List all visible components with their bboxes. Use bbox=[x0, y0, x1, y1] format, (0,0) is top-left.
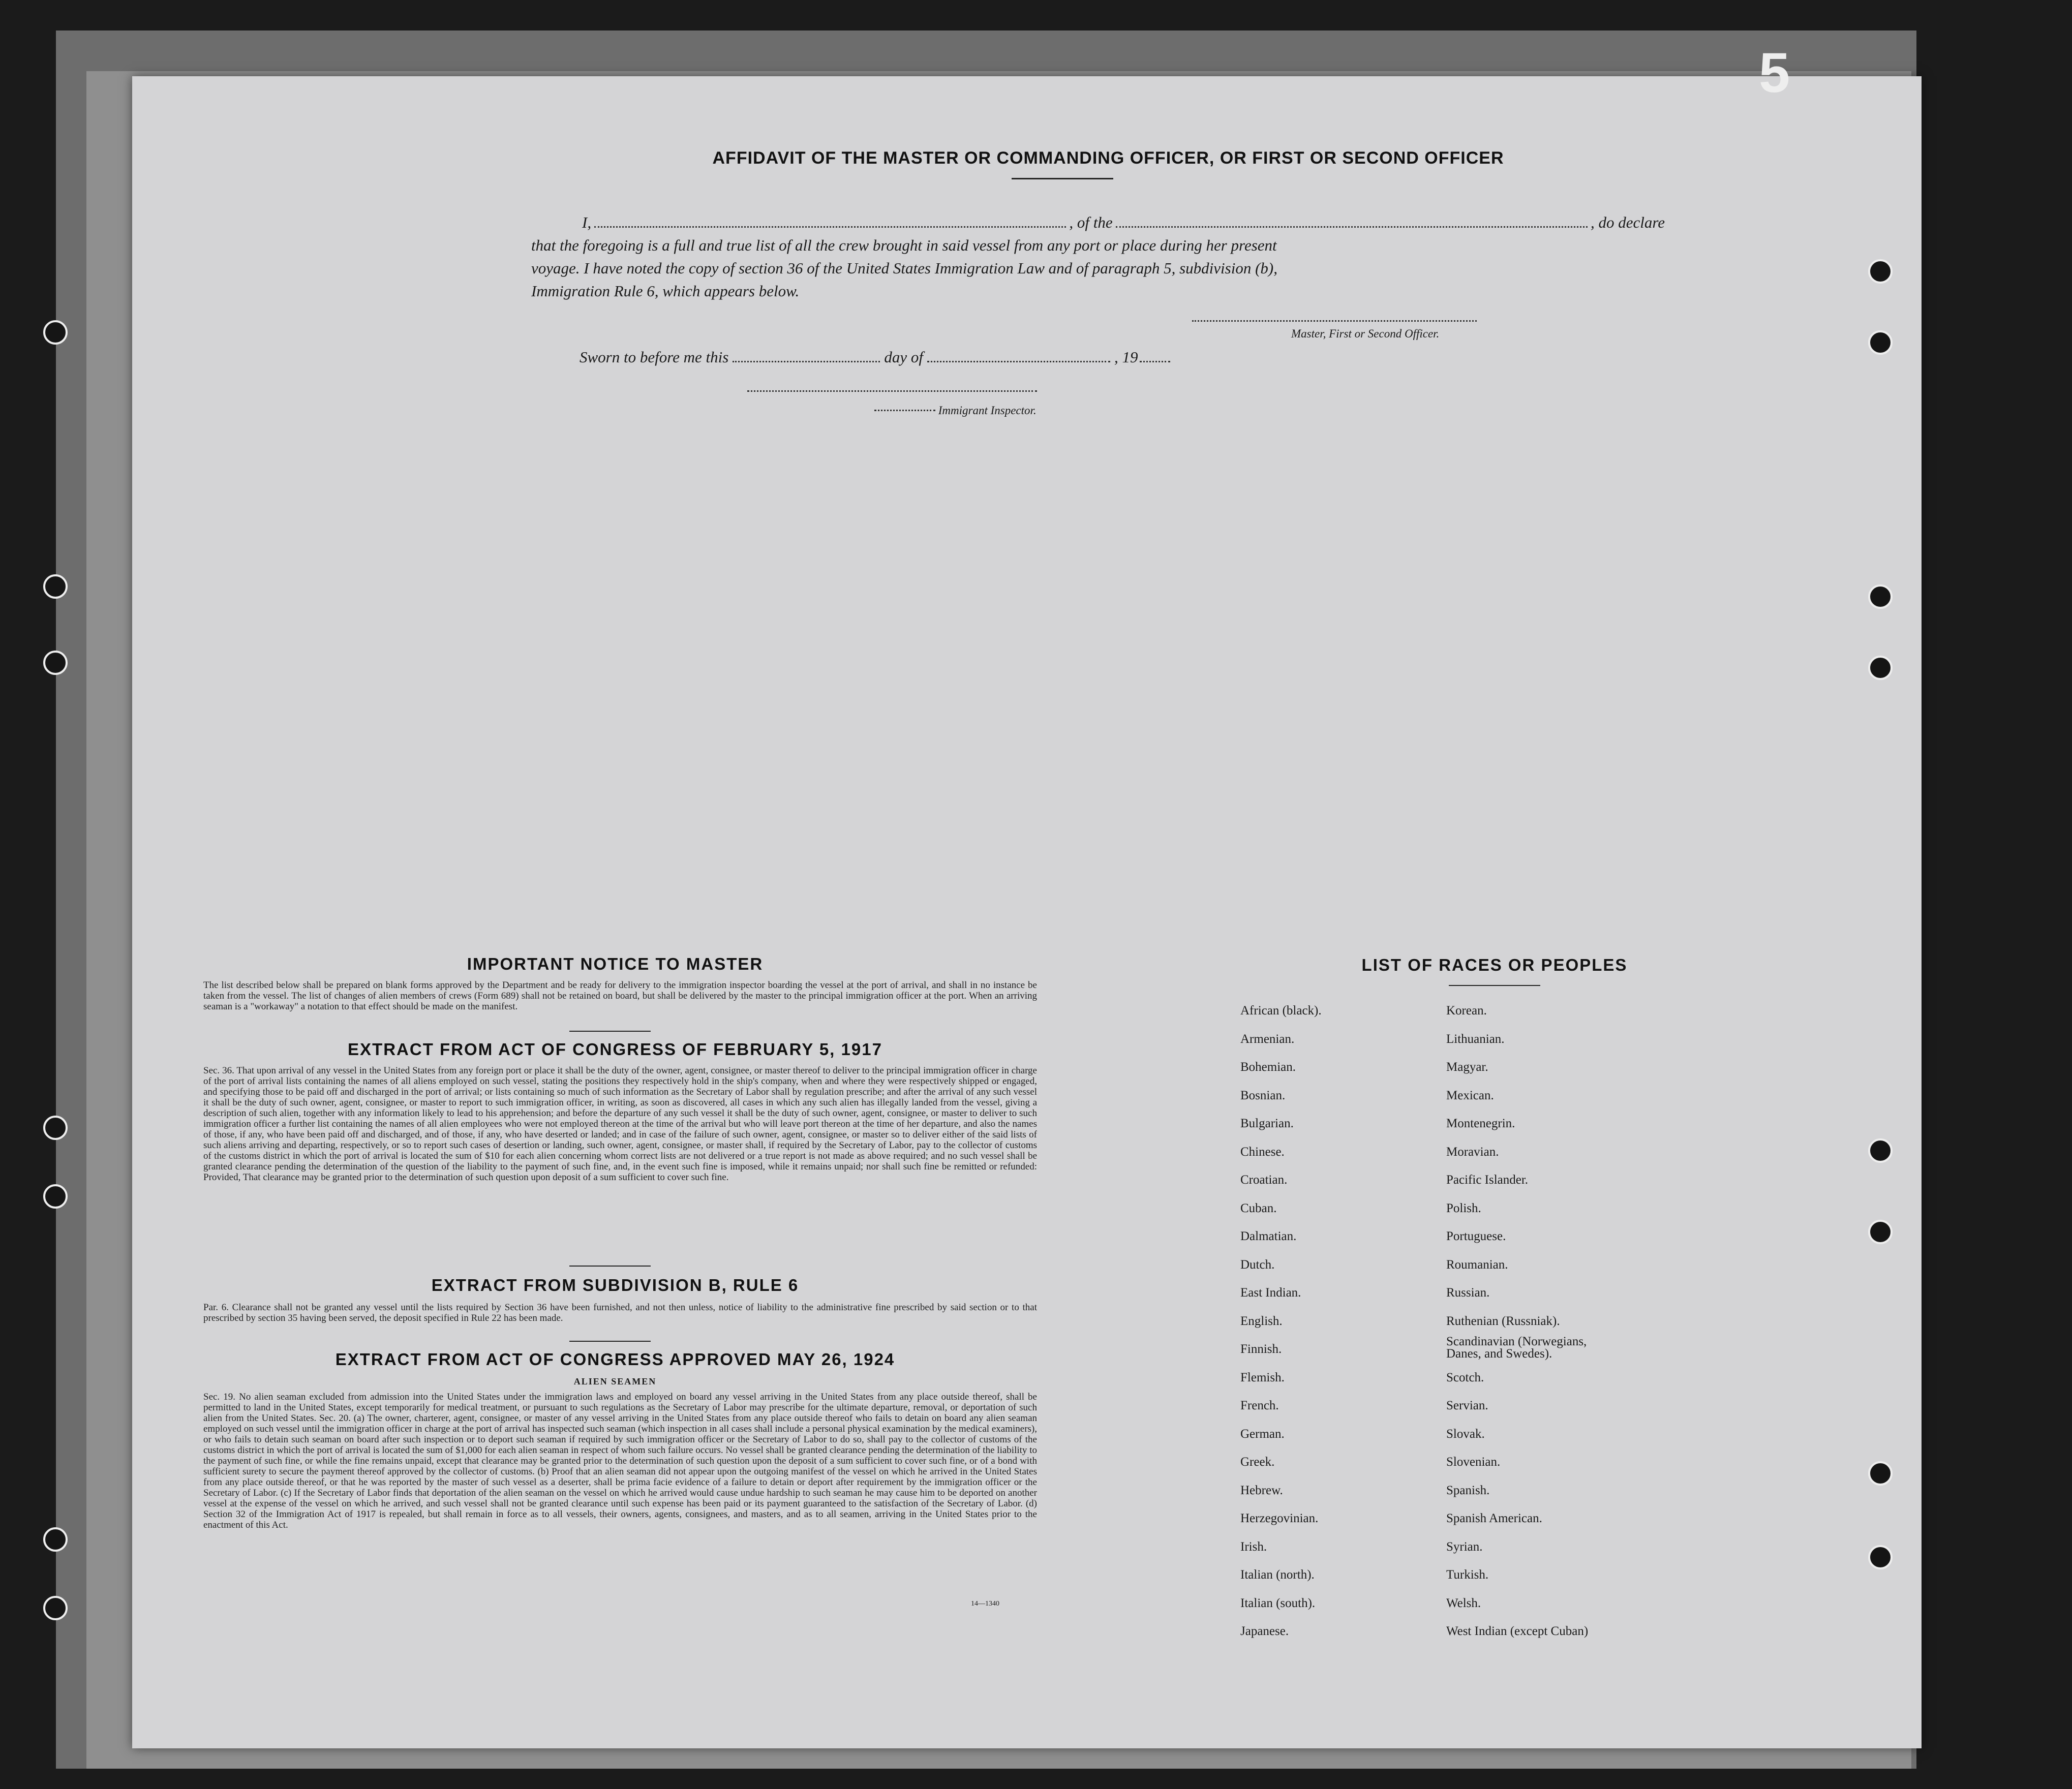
rule6-title: EXTRACT FROM SUBDIVISION B, RULE 6 bbox=[431, 1276, 799, 1294]
affidavit-line3: voyage. I have noted the copy of section 36 of the United States Immigration Law and of paragraph 5, subdivision (b), bbox=[531, 259, 1277, 277]
races-rule bbox=[1449, 985, 1540, 986]
punch-hole bbox=[1868, 1138, 1893, 1163]
day-of-label: day of bbox=[884, 348, 923, 366]
form-number: 14—1340 bbox=[971, 1600, 999, 1608]
race-item: Cuban. bbox=[1240, 1201, 1277, 1215]
race-item: Mexican. bbox=[1446, 1088, 1494, 1102]
inspector-prefix-dots bbox=[874, 410, 935, 411]
master-signature-field[interactable] bbox=[1192, 320, 1477, 322]
race-item: Ruthenian (Russniak). bbox=[1446, 1314, 1560, 1328]
punch-hole bbox=[1868, 584, 1893, 609]
affidavit-declare: , do declare bbox=[1590, 213, 1665, 231]
notice-body: The list described below shall be prepared on blank forms approved by the Department and be ready for delivery to the immigration inspector boarding the vessel at the port of arrival, and shall in no instance be taken from the vessel. The list of changes of alien members of crews (Form 689) shall not be retained on board, but shall be delivered by the master to the principal immigration officer at the port. When an arriving seaman is a "workaway" a notation to that effect should be made on the manifest. bbox=[203, 980, 1037, 1012]
race-item: Irish. bbox=[1240, 1539, 1267, 1554]
race-item: Scotch. bbox=[1446, 1370, 1484, 1384]
affidavit-i: I, bbox=[582, 213, 592, 231]
year-field[interactable] bbox=[1140, 361, 1170, 362]
race-item: East Indian. bbox=[1240, 1286, 1301, 1300]
punch-hole bbox=[43, 651, 68, 675]
punch-hole bbox=[1868, 1461, 1893, 1486]
race-item: Welsh. bbox=[1446, 1596, 1481, 1610]
race-item: Herzegovinian. bbox=[1240, 1512, 1319, 1525]
race-item: Scandinavian (Norwegians, Danes, and Swedes). bbox=[1446, 1335, 1587, 1361]
race-item: Spanish American. bbox=[1446, 1512, 1542, 1525]
race-item: Syrian. bbox=[1446, 1539, 1483, 1554]
race-item: West Indian (except Cuban) bbox=[1446, 1624, 1589, 1638]
race-item: Dutch. bbox=[1240, 1257, 1275, 1272]
month-field[interactable] bbox=[927, 361, 1110, 362]
extract-1924-body: Sec. 19. No alien seaman excluded from admission into the United States under the immigration laws and employed on board any vessel arriving in the United States from any place outside thereof, shall be permitted to land in the United States, except temporarily for medical treatment, or pursuant to such regulations as the Secretary of Labor may prescribe for the ultimate departure, removal, or deportation of such alien from the United States. Sec. 20. (a) The owner, charterer, agent, consignee, or master of any vessel arriving in the United States from any place outside thereof who fails to detain on board any alien seaman employed on such vessel until the immigration officer in charge at the port of arrival has inspected such seaman (which inspection in all cases shall include a personal physical examination by the medical examiners), or who fails to detain such seaman on board after such inspection or to deport such seaman if required by such immigration officer or the Secretary of Labor to do so, shall pay to the collector of customs of the customs district in which the port of arrival is located the sum of $1,000 for each alien seaman in respect of whom such failure occurs. No vessel shall be granted clearance pending the determination of the liability to the payment of such fine, or while the fine remains unpaid, except that clearance may be granted prior to the determination of such question upon the deposit of a sum sufficient to cover such fine, or of a bond with sufficient surety to secure the payment thereof approved by the collector of customs. (b) Proof that an alien seaman did not appear upon the outgoing manifest of the vessel on which he arrived in the United States from any place outside thereof, or that he was reported by the master of such vessel as a deserter, shall be prima facie evidence of a failure to detain or deport after requirement by the immigration officer or the Secretary of Labor. (c) If the Secretary of Labor finds that deportation of the alien seaman on the vessel on which he arrived would cause undue hardship to such seaman he may cause him to be deported on another vessel at the expense of the vessel on which he arrived, and such vessel shall not be granted clearance until such expense has been paid or its payment guaranteed to the satisfaction of the Secretary of Labor. (d) Section 32 of the Immigration Act of 1917 is repealed, but shall remain in force as to all vessels, their owners, agents, consignees, and masters, and as to all seamen, arriving in the United States prior to the enactment of this Act. bbox=[203, 1392, 1037, 1530]
race-item: Italian (south). bbox=[1240, 1596, 1316, 1610]
extract-1917-body: Sec. 36. That upon arrival of any vessel in the United States from any foreign port or place it shall be the duty of the owner, agent, consignee, or master thereof to deliver to the principal immigration officer in charge of the port of arrival lists containing the names of all aliens employed on such vessel, stating the positions they respectively hold in the ship's company, when and where they were respectively shipped or engaged, and specifying those to be paid off and discharged in the port of arrival; or lists containing so much of such information as the Secretary of Labor shall by regulation prescribe; and after the arrival of any such vessel it shall be the duty of such owner, agent, consignee, or master to report to such immigration officer, in writing, as soon as discovered, all cases in which any such alien has illegally landed from the vessel, giving a description of such alien, together with any information likely to lead to his apprehension; and before the departure of any such vessel it shall be the duty of such owner, agent, consignee, or master to deliver to such immigration officer a further list containing the names of all alien employees who were not employed thereon at the time of the arrival but who will leave port thereon at the time of her departure, and also the names of those, if any, who have been paid off and discharged, and of those, if any, who have deserted or landed; and in case of the failure of such owner, agent, consignee, or master so to deliver either of the said lists of such aliens arriving and departing, respectively, or so to report such cases of desertion or landing, such owner, agent, consignee, or master shall, if required by the Secretary of Labor, pay to the collector of customs of the customs district in which the port of arrival is located the sum of $10 for each alien concerning whom correct lists are not delivered or a true report is not made as above required; and no such vessel shall be granted clearance pending the determination of the question of the liability to the payment of such fine, and, in the event such fine is imposed, while it remains unpaid; nor shall such fine be remitted or refunded: Provided, That clearance may be granted prior to the determination of such question upon deposit of a sum sufficient to cover such fine. bbox=[203, 1065, 1037, 1183]
affidavit-line4: Immigration Rule 6, which appears below. bbox=[531, 282, 800, 300]
race-item: Polish. bbox=[1446, 1201, 1481, 1215]
race-item: Korean. bbox=[1446, 1004, 1487, 1017]
inspector-label bbox=[874, 404, 1037, 417]
race-item: Bohemian. bbox=[1240, 1060, 1296, 1074]
race-item: Armenian. bbox=[1240, 1032, 1295, 1046]
race-item: African (black). bbox=[1240, 1004, 1322, 1017]
race-item: Slovenian. bbox=[1446, 1455, 1501, 1469]
punch-hole bbox=[43, 320, 68, 345]
race-item: Slovak. bbox=[1446, 1427, 1485, 1441]
race-item: Japanese. bbox=[1240, 1624, 1289, 1638]
corner-page-number: 5 bbox=[1759, 42, 1790, 104]
document-page bbox=[132, 42, 1922, 1748]
affidavit-line1 bbox=[531, 211, 1665, 234]
race-item: Russian. bbox=[1446, 1286, 1490, 1300]
punch-hole bbox=[43, 1184, 68, 1209]
inspector-signature-field[interactable] bbox=[747, 390, 1037, 392]
race-item: Hebrew. bbox=[1240, 1483, 1283, 1497]
race-item: Lithuanian. bbox=[1446, 1032, 1505, 1046]
race-item: Croatian. bbox=[1240, 1173, 1288, 1187]
year-label: , 19 bbox=[1114, 348, 1138, 366]
race-item: English. bbox=[1240, 1314, 1283, 1328]
sworn-label: Sworn to before me this bbox=[580, 348, 729, 366]
race-item: Pacific Islander. bbox=[1446, 1173, 1529, 1187]
punch-hole bbox=[43, 1596, 68, 1620]
punch-hole bbox=[43, 1527, 68, 1552]
punch-hole bbox=[1868, 330, 1893, 355]
affidavit-of: , of the bbox=[1069, 213, 1113, 231]
extract-1924-subtitle: ALIEN SEAMEN bbox=[573, 1376, 657, 1386]
title-rule bbox=[1012, 178, 1113, 179]
punch-hole bbox=[43, 574, 68, 599]
master-label: Master, First or Second Officer. bbox=[1291, 327, 1440, 340]
day-field[interactable] bbox=[733, 361, 880, 362]
inspector-text: Immigrant Inspector. bbox=[938, 404, 1037, 417]
name-field[interactable] bbox=[594, 211, 1066, 228]
race-item: Italian (north). bbox=[1240, 1568, 1315, 1582]
notice-title: IMPORTANT NOTICE TO MASTER bbox=[467, 954, 764, 973]
affidavit-body bbox=[531, 211, 1665, 302]
race-item: Chinese. bbox=[1240, 1145, 1285, 1159]
extract-1917-rule bbox=[569, 1266, 651, 1267]
race-item: Spanish. bbox=[1446, 1483, 1490, 1497]
race-item: Flemish. bbox=[1240, 1370, 1285, 1384]
race-item: Greek. bbox=[1240, 1455, 1275, 1469]
rule6-rule bbox=[569, 1341, 651, 1342]
race-item: Bulgarian. bbox=[1240, 1117, 1294, 1130]
race-item: Dalmatian. bbox=[1240, 1229, 1297, 1243]
punch-hole bbox=[1868, 259, 1893, 284]
punch-hole bbox=[43, 1116, 68, 1140]
race-item: German. bbox=[1240, 1427, 1285, 1441]
race-item: Portuguese. bbox=[1446, 1229, 1506, 1243]
race-item: Moravian. bbox=[1446, 1145, 1499, 1159]
rule6-body: Par. 6. Clearance shall not be granted any vessel until the lists required by Section 36 have been furnished, and not then unless, notice of liability to the administrative fine prescribed by said section or to that prescribed by section 35 having been served, the deposit specified in Rule 22 has been made. bbox=[203, 1302, 1037, 1323]
race-item: Finnish. bbox=[1240, 1342, 1282, 1356]
affidavit-line2: that the foregoing is a full and true list of all the crew brought in said vessel from any port or place during her present bbox=[531, 236, 1277, 254]
notice-rule bbox=[569, 1031, 651, 1032]
affidavit-title: AFFIDAVIT OF THE MASTER OR COMMANDING OFFICER, OR FIRST OR SECOND OFFICER bbox=[712, 148, 1504, 168]
race-item: French. bbox=[1240, 1399, 1279, 1412]
sworn-line bbox=[580, 348, 1170, 366]
vessel-field[interactable] bbox=[1116, 211, 1588, 228]
punch-hole bbox=[1868, 1220, 1893, 1244]
extract-1924-title: EXTRACT FROM ACT OF CONGRESS APPROVED MAY 26, 1924 bbox=[335, 1350, 895, 1369]
race-item: Servian. bbox=[1446, 1399, 1488, 1412]
race-item: Roumanian. bbox=[1446, 1257, 1508, 1272]
races-title: LIST OF RACES OR PEOPLES bbox=[1361, 955, 1628, 974]
race-item: Bosnian. bbox=[1240, 1088, 1286, 1102]
race-item: Montenegrin. bbox=[1446, 1117, 1515, 1130]
punch-hole bbox=[1868, 656, 1893, 680]
punch-hole bbox=[1868, 1545, 1893, 1569]
extract-1917-title: EXTRACT FROM ACT OF CONGRESS OF FEBRUARY 5, 1917 bbox=[348, 1040, 882, 1059]
race-item: Magyar. bbox=[1446, 1060, 1488, 1074]
race-item: Turkish. bbox=[1446, 1568, 1489, 1582]
